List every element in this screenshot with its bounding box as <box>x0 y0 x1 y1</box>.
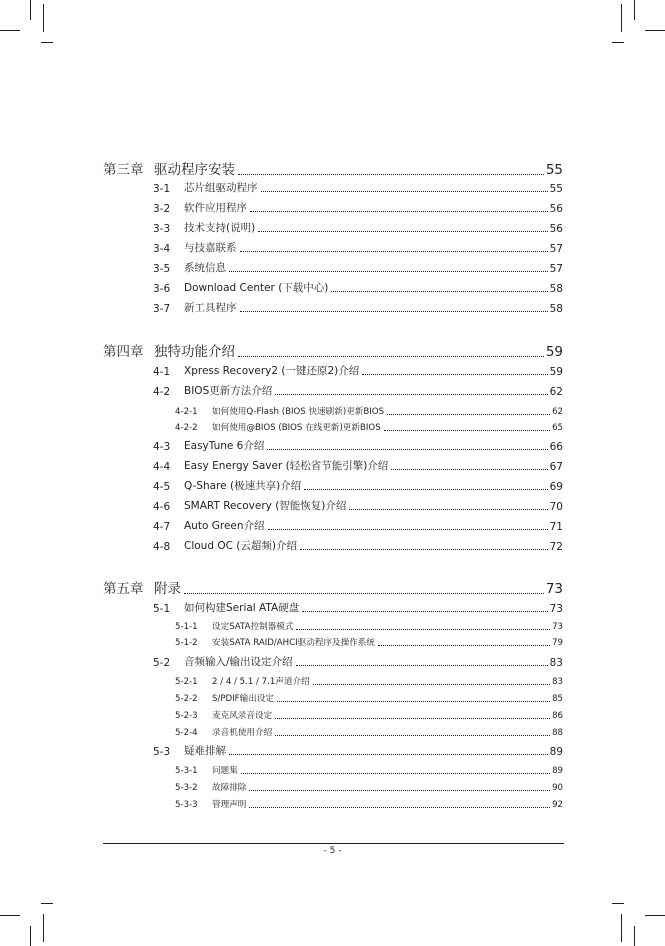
dot-leader <box>240 250 548 252</box>
item-number: 4-3 <box>153 441 171 453</box>
page-ref: 85 <box>552 694 563 704</box>
subitem-title: S/PDIF输出设定 <box>212 694 275 704</box>
toc-subitem-4-2-1[interactable] <box>175 405 563 417</box>
crop-mark <box>621 914 622 942</box>
item-number: 3-7 <box>153 303 171 315</box>
toc-subitem-5-3-1[interactable] <box>175 764 563 776</box>
item-title: Auto Green介绍 <box>184 520 265 532</box>
dot-leader <box>238 173 544 175</box>
dot-leader <box>275 734 550 736</box>
page-ref: 83 <box>552 677 563 687</box>
crop-mark <box>645 30 665 31</box>
dot-leader <box>331 290 547 292</box>
chapter-number: 第五章 <box>103 581 144 597</box>
crop-mark <box>30 926 31 946</box>
footer-rule <box>103 843 564 844</box>
item-title: BIOS更新方法介绍 <box>184 385 273 397</box>
item-title: Q-Share (极速共享)介绍 <box>184 480 302 492</box>
page-ref: 86 <box>552 711 563 721</box>
subitem-number: 5-3-3 <box>175 800 198 810</box>
dot-leader <box>296 664 548 666</box>
subitem-title: 麦克风录音设定 <box>212 711 273 721</box>
toc-item-4-5[interactable] <box>153 478 563 493</box>
page-ref: 58 <box>549 283 563 295</box>
subitem-number: 4-2-2 <box>175 423 198 433</box>
item-number: 3-3 <box>153 223 171 235</box>
item-number: 4-7 <box>153 521 171 533</box>
dot-leader <box>378 644 550 646</box>
subitem-title: 管理声明 <box>212 800 247 810</box>
chapter-number: 第四章 <box>103 344 144 360</box>
toc-item-4-1[interactable] <box>153 363 563 378</box>
page-ref: 73 <box>545 581 563 597</box>
crop-mark <box>41 42 53 43</box>
dot-leader <box>249 789 550 791</box>
toc-item-5-3[interactable] <box>153 743 563 758</box>
page-ref: 59 <box>545 344 563 360</box>
toc-item-4-4[interactable] <box>153 458 563 473</box>
toc-item-4-7[interactable] <box>153 518 563 533</box>
item-number: 4-8 <box>153 541 171 553</box>
dot-leader <box>391 468 547 470</box>
toc-chapter-5[interactable] <box>103 577 563 597</box>
toc-chapter-4[interactable] <box>103 340 563 360</box>
crop-mark <box>0 915 20 916</box>
crop-mark <box>612 903 624 904</box>
dot-leader <box>267 448 547 450</box>
subitem-title: 录音机使用介绍 <box>212 728 273 738</box>
toc-item-3-1[interactable] <box>153 180 563 195</box>
page-ref: 62 <box>552 407 563 417</box>
toc-item-3-2[interactable] <box>153 200 563 215</box>
item-number: 4-4 <box>153 461 171 473</box>
dot-leader <box>258 230 547 232</box>
page-ref: 55 <box>549 183 563 195</box>
item-number: 4-6 <box>153 501 171 513</box>
crop-mark <box>612 42 624 43</box>
dot-leader <box>261 190 548 192</box>
page-ref: 72 <box>549 541 563 553</box>
toc-item-4-6[interactable] <box>153 498 563 513</box>
page-ref: 69 <box>549 481 563 493</box>
dot-leader <box>362 373 547 375</box>
dot-leader <box>250 210 548 212</box>
page-ref: 73 <box>552 622 563 632</box>
item-number: 4-1 <box>153 366 171 378</box>
item-number: 5-3 <box>153 746 171 758</box>
page-ref: 83 <box>549 657 563 669</box>
crop-mark <box>621 4 622 32</box>
item-title: 新工具程序 <box>184 302 237 314</box>
page-ref: 88 <box>552 728 563 738</box>
dot-leader <box>249 806 550 808</box>
page-ref: 57 <box>549 243 563 255</box>
crop-mark <box>645 915 665 916</box>
dot-leader <box>238 355 544 357</box>
item-title: 软件应用程序 <box>184 202 247 214</box>
subitem-number: 5-2-4 <box>175 728 198 738</box>
subitem-number: 5-1-2 <box>175 638 198 648</box>
page-ref: 56 <box>549 203 563 215</box>
item-title: Easy Energy Saver (轻松省节能引擎)介绍 <box>184 460 389 472</box>
item-number: 3-2 <box>153 203 171 215</box>
dot-leader <box>313 683 550 685</box>
toc-item-4-8[interactable] <box>153 538 563 553</box>
toc-subitem-4-2-2[interactable] <box>175 421 563 433</box>
item-title: 如何构建Serial ATA硬盘 <box>184 602 300 614</box>
subitem-number: 5-2-2 <box>175 694 198 704</box>
page-ref: 66 <box>549 441 563 453</box>
page-ref: 70 <box>549 501 563 513</box>
dot-leader <box>184 592 544 594</box>
page-ref: 90 <box>552 783 563 793</box>
crop-mark <box>634 0 635 20</box>
dot-leader <box>277 700 550 702</box>
item-title: 与技嘉联系 <box>184 242 237 254</box>
page-number: - 5 - <box>323 846 342 856</box>
crop-mark <box>30 0 31 20</box>
page-ref: 67 <box>549 461 563 473</box>
page-ref: 89 <box>549 746 563 758</box>
toc-item-5-1[interactable] <box>153 600 563 615</box>
item-title: 音频输入/输出设定介绍 <box>184 656 293 668</box>
chapter-title: 驱动程序安装 <box>154 162 235 178</box>
toc-subitem-5-3-2[interactable] <box>175 781 563 793</box>
item-number: 5-2 <box>153 657 171 669</box>
toc-chapter-3[interactable] <box>103 158 563 178</box>
toc-subitem-5-2-3[interactable] <box>175 709 563 721</box>
subitem-number: 5-3-2 <box>175 783 198 793</box>
item-title: EasyTune 6介绍 <box>184 440 265 452</box>
subitem-number: 5-1-1 <box>175 622 198 632</box>
item-title: Cloud OC (云超频)介绍 <box>184 540 297 552</box>
page-ref: 73 <box>549 603 563 615</box>
item-title: SMART Recovery (智能恢复)介绍 <box>184 500 347 512</box>
toc-subitem-5-1-2[interactable] <box>175 636 563 648</box>
toc-subitem-5-3-3[interactable] <box>175 798 563 810</box>
dot-leader <box>300 548 548 550</box>
toc-item-4-3[interactable] <box>153 438 563 453</box>
page-ref: 56 <box>549 223 563 235</box>
chapter-title: 独特功能介绍 <box>154 344 235 360</box>
dot-leader <box>384 429 550 431</box>
crop-mark <box>634 926 635 946</box>
toc-subitem-5-2-2[interactable] <box>175 692 563 704</box>
item-number: 4-5 <box>153 481 171 493</box>
page-ref: 92 <box>552 800 563 810</box>
crop-mark <box>41 903 53 904</box>
page-ref: 59 <box>549 366 563 378</box>
page-ref: 62 <box>549 386 563 398</box>
item-title: Xpress Recovery2 (一键还原2)介绍 <box>184 365 360 377</box>
dot-leader <box>296 628 550 630</box>
item-number: 3-4 <box>153 243 171 255</box>
dot-leader <box>229 753 548 755</box>
subitem-number: 4-2-1 <box>175 407 198 417</box>
dot-leader <box>387 413 550 415</box>
dot-leader <box>241 772 550 774</box>
page-ref: 65 <box>552 423 563 433</box>
chapter-title: 附录 <box>154 581 181 597</box>
item-title: 疑难排解 <box>184 745 226 757</box>
page-ref: 57 <box>549 263 563 275</box>
page-ref: 58 <box>549 303 563 315</box>
item-number: 3-1 <box>153 183 171 195</box>
subitem-title: 安装SATA RAID/AHCI驱动程序及操作系统 <box>212 638 375 648</box>
item-title: 系统信息 <box>184 262 226 274</box>
crop-mark <box>43 914 44 942</box>
page-ref: 79 <box>552 638 563 648</box>
crop-mark <box>0 30 20 31</box>
subitem-title: 故障排除 <box>212 783 247 793</box>
page-ref: 55 <box>545 162 563 178</box>
subitem-number: 5-2-1 <box>175 677 198 687</box>
item-title: 技术支持(说明) <box>184 222 256 234</box>
item-number: 3-5 <box>153 263 171 275</box>
toc-item-3-6[interactable] <box>153 280 563 295</box>
subitem-title: 2 / 4 / 5.1 / 7.1声道介绍 <box>212 677 310 687</box>
subitem-title: 设定SATA控制器模式 <box>212 622 294 632</box>
toc-item-5-2[interactable] <box>153 654 563 669</box>
dot-leader <box>275 393 547 395</box>
item-title: 芯片组驱动程序 <box>184 182 258 194</box>
chapter-number: 第三章 <box>103 162 144 178</box>
toc-item-3-4[interactable] <box>153 240 563 255</box>
item-title: Download Center (下载中心) <box>184 282 329 294</box>
subitem-number: 5-3-1 <box>175 766 198 776</box>
dot-leader <box>349 508 547 510</box>
dot-leader <box>302 610 547 612</box>
item-number: 5-1 <box>153 603 171 615</box>
toc-item-3-3[interactable] <box>153 220 563 235</box>
toc-subitem-5-1-1[interactable] <box>175 620 563 632</box>
toc-item-4-2[interactable] <box>153 383 563 398</box>
subitem-number: 5-2-3 <box>175 711 198 721</box>
toc-item-3-5[interactable] <box>153 260 563 275</box>
subitem-title: 问题集 <box>212 766 238 776</box>
crop-mark <box>43 4 44 32</box>
subitem-title: 如何使用Q-Flash (BIOS 快速刷新)更新BIOS <box>212 407 385 417</box>
toc-subitem-5-2-1[interactable] <box>175 675 563 687</box>
toc-subitem-5-2-4[interactable] <box>175 726 563 738</box>
toc-item-3-7[interactable] <box>153 300 563 315</box>
dot-leader <box>229 270 548 272</box>
item-number: 3-6 <box>153 283 171 295</box>
dot-leader <box>268 528 548 530</box>
page-ref: 89 <box>552 766 563 776</box>
item-number: 4-2 <box>153 386 171 398</box>
dot-leader <box>240 310 548 312</box>
dot-leader <box>275 717 550 719</box>
subitem-title: 如何使用@BIOS (BIOS 在线更新)更新BIOS <box>212 423 381 433</box>
dot-leader <box>304 488 547 490</box>
page-ref: 71 <box>549 521 563 533</box>
